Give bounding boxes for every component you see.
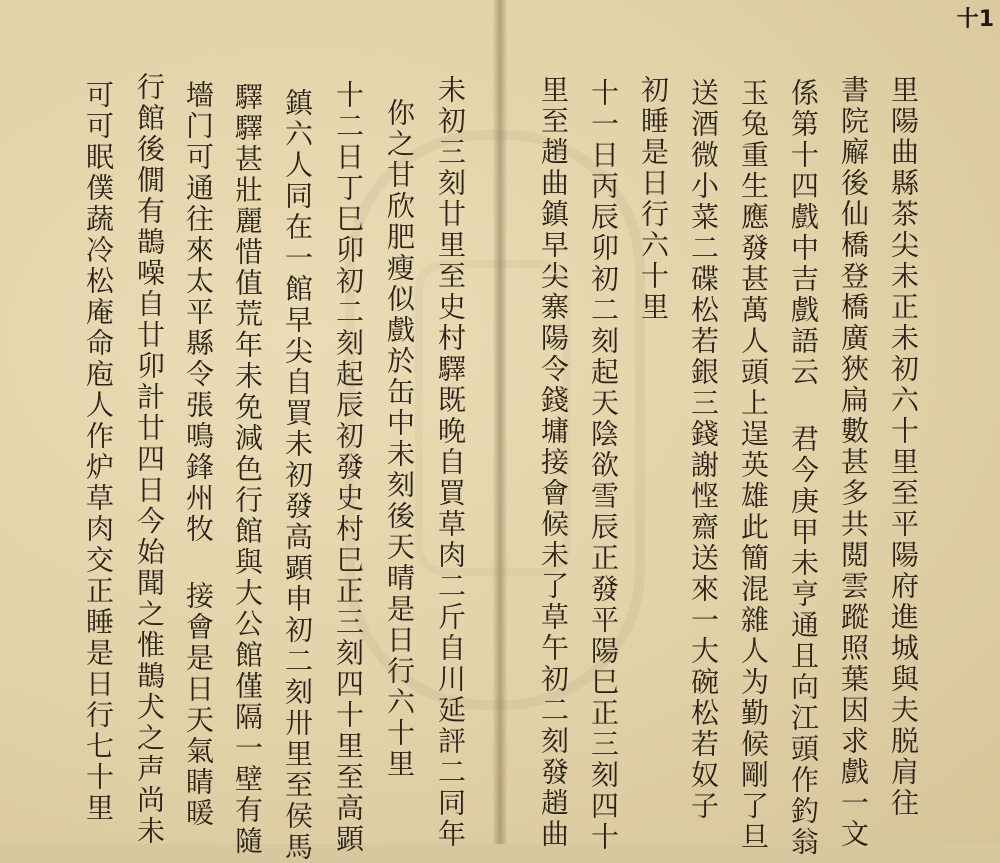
left-page-column-7: 行館後僩有鵲噪自廿卯計廿四日今始聞之惟鵲犬之声尚未 xyxy=(133,72,166,847)
right-page-column-1: 里陽曲縣茶尖未正未初六十里至平陽府進城與夫脱肩往 xyxy=(887,75,920,819)
right-page-column-6: 初睡是日行六十里 xyxy=(637,75,670,323)
right-page-column-7: 十一日丙辰卯初二刻起天陰欲雪辰正發平陽巳正三刻四十 xyxy=(587,78,620,853)
right-page-column-3: 係第十四戲中吉戲語云 君今庚甲未亨通且向江頭作釣翁 xyxy=(787,78,820,858)
right-page-column-8: 里至趙曲鎮早尖寨陽令錢墉接會候未了草午初二刻發趙曲 xyxy=(537,75,570,850)
left-page-column-4: 鎮六人同在一館早尖自買未初發高顕申初二刻卅里至侯馬 xyxy=(281,88,314,863)
left-page-column-2: 你之甘欣肥瘦似戲於缶中未刻後天晴是日行六十里 xyxy=(383,98,416,780)
left-page-column-5: 驛驛甚壯麗惜值荒年未免減色行館與大公館僅隔一壁有隨 xyxy=(231,82,264,857)
right-page-column-4: 玉兔重生應發甚萬人頭上逞英雄此簡混雜人为勤候剛了旦 xyxy=(737,78,770,853)
left-page-column-8: 可可眠僕蔬冷松庵命庖人作炉草肉交正睡是日行七十里 xyxy=(82,80,115,824)
right-page xyxy=(503,0,1000,858)
folio-number: 十1 xyxy=(956,7,994,32)
right-page-column-5: 送酒微小菜二碟松若銀三錢謝悭齋送來一大碗松若奴子 xyxy=(687,78,720,822)
left-page-column-6: 墻门可通往來太平縣令張鳴鋒州牧 接會是日天氣睛暖 xyxy=(182,80,215,829)
left-page-column-1: 未初三刻廿里至史村驛既晚自買草肉二斤自川延評二同年 xyxy=(434,75,467,850)
left-page-column-3: 十二日丁巳卯初二刻起辰初發史村巳正三刻四十里至高顕 xyxy=(332,80,365,855)
right-page-column-2: 書院廨後仙橋登橋廣狹扁數甚多共閲雲蹤照葉因求戲一文 xyxy=(837,75,870,850)
